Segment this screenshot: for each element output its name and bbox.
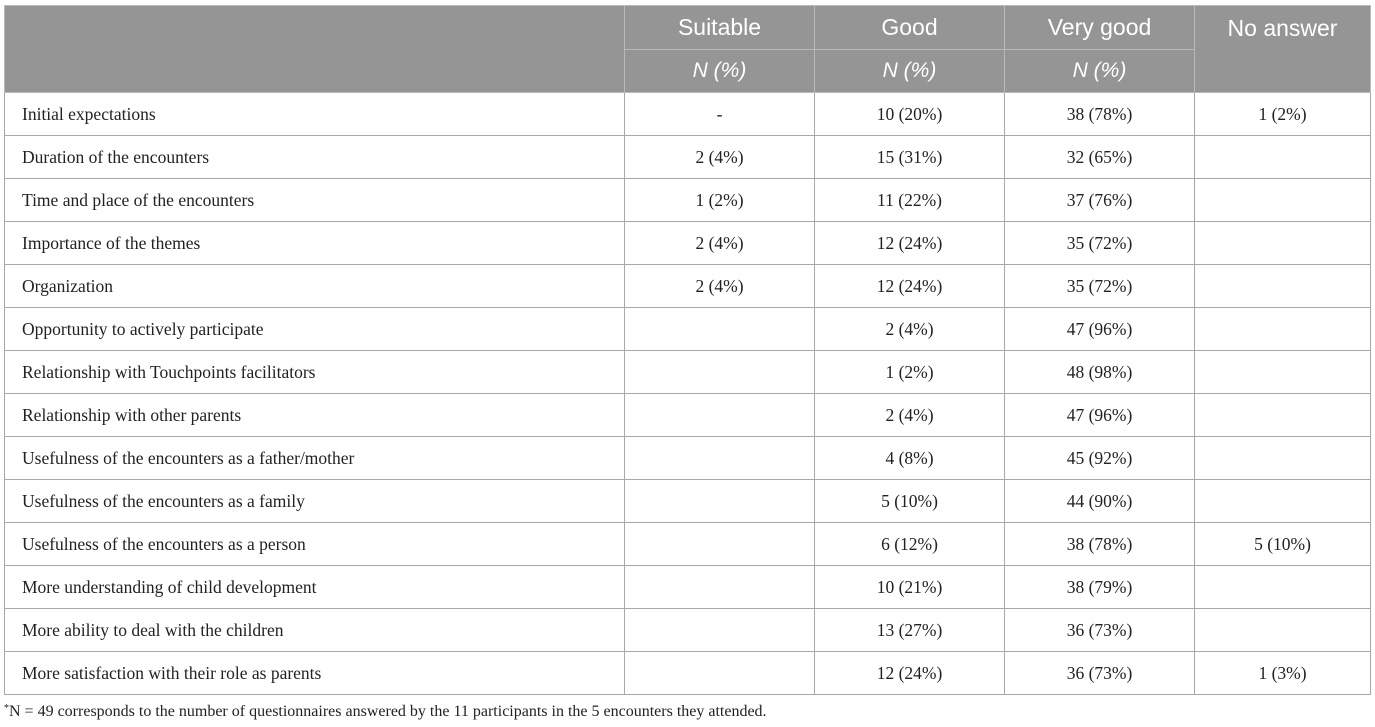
cell-good: 4 (8%) [815, 437, 1005, 480]
table-header [5, 6, 1371, 93]
cell-suitable: 2 (4%) [625, 222, 815, 265]
table-row [5, 609, 1371, 652]
cell-good: 12 (24%) [815, 652, 1005, 695]
footnote-marker: * [4, 703, 9, 714]
table-row [5, 523, 1371, 566]
cell-very-good: 32 (65%) [1005, 136, 1195, 179]
table-body [5, 93, 1371, 695]
cell-no-answer [1195, 222, 1371, 265]
cell-no-answer [1195, 265, 1371, 308]
cell-very-good: 45 (92%) [1005, 437, 1195, 480]
cell-good: 5 (10%) [815, 480, 1005, 523]
row-label: Initial expectations [5, 93, 625, 136]
row-label: Duration of the encounters [5, 136, 625, 179]
row-label: Time and place of the encounters [5, 179, 625, 222]
cell-good: 12 (24%) [815, 222, 1005, 265]
cell-suitable [625, 437, 815, 480]
row-label: Usefulness of the encounters as a family [5, 480, 625, 523]
cell-suitable: 1 (2%) [625, 179, 815, 222]
cell-suitable [625, 480, 815, 523]
cell-suitable [625, 609, 815, 652]
cell-suitable [625, 523, 815, 566]
cell-no-answer [1195, 136, 1371, 179]
cell-good: 15 (31%) [815, 136, 1005, 179]
header-good-unit: N (%) [815, 50, 1005, 93]
table-row [5, 480, 1371, 523]
header-very-good: Very good [1005, 6, 1195, 50]
cell-very-good: 47 (96%) [1005, 308, 1195, 351]
table-row [5, 652, 1371, 695]
cell-no-answer: 5 (10%) [1195, 523, 1371, 566]
cell-good: 6 (12%) [815, 523, 1005, 566]
cell-suitable: 2 (4%) [625, 265, 815, 308]
cell-suitable [625, 652, 815, 695]
cell-very-good: 38 (79%) [1005, 566, 1195, 609]
table-footnote [4, 703, 767, 721]
header-suitable: Suitable [625, 6, 815, 50]
cell-no-answer [1195, 609, 1371, 652]
cell-very-good: 48 (98%) [1005, 351, 1195, 394]
cell-suitable [625, 308, 815, 351]
cell-good: 12 (24%) [815, 265, 1005, 308]
cell-good: 1 (2%) [815, 351, 1005, 394]
header-very-good-unit: N (%) [1005, 50, 1195, 93]
cell-very-good: 35 (72%) [1005, 265, 1195, 308]
cell-very-good: 35 (72%) [1005, 222, 1195, 265]
header-blank-cell [5, 6, 625, 93]
row-label: More satisfaction with their role as parents [5, 652, 625, 695]
table-row [5, 566, 1371, 609]
table-row [5, 179, 1371, 222]
row-label: Usefulness of the encounters as a father/mother [5, 437, 625, 480]
table-row [5, 265, 1371, 308]
cell-very-good: 38 (78%) [1005, 93, 1195, 136]
cell-very-good: 47 (96%) [1005, 394, 1195, 437]
cell-no-answer [1195, 566, 1371, 609]
row-label: More understanding of child development [5, 566, 625, 609]
row-label: Usefulness of the encounters as a person [5, 523, 625, 566]
header-good: Good [815, 6, 1005, 50]
evaluation-table [4, 5, 1371, 695]
cell-good: 10 (20%) [815, 93, 1005, 136]
row-label: Organization [5, 265, 625, 308]
table-row [5, 93, 1371, 136]
header-suitable-unit: N (%) [625, 50, 815, 93]
cell-very-good: 36 (73%) [1005, 652, 1195, 695]
cell-very-good: 37 (76%) [1005, 179, 1195, 222]
evaluation-table-container [4, 5, 1370, 695]
cell-suitable [625, 394, 815, 437]
row-label: More ability to deal with the children [5, 609, 625, 652]
cell-no-answer: 1 (2%) [1195, 93, 1371, 136]
cell-no-answer: 1 (3%) [1195, 652, 1371, 695]
cell-good: 2 (4%) [815, 394, 1005, 437]
cell-very-good: 36 (73%) [1005, 609, 1195, 652]
row-label: Opportunity to actively participate [5, 308, 625, 351]
table-row [5, 351, 1371, 394]
row-label: Relationship with other parents [5, 394, 625, 437]
footnote-text: N = 49 corresponds to the number of questionnaires answered by the 11 participants in the 5 encounters they attended. [9, 703, 767, 720]
cell-no-answer [1195, 351, 1371, 394]
cell-good: 2 (4%) [815, 308, 1005, 351]
cell-suitable: - [625, 93, 815, 136]
cell-suitable [625, 566, 815, 609]
header-no-answer: No answer [1195, 6, 1371, 93]
table-row [5, 308, 1371, 351]
table-row [5, 437, 1371, 480]
cell-no-answer [1195, 179, 1371, 222]
cell-no-answer [1195, 480, 1371, 523]
table-row [5, 394, 1371, 437]
row-label: Importance of the themes [5, 222, 625, 265]
cell-suitable: 2 (4%) [625, 136, 815, 179]
cell-no-answer [1195, 308, 1371, 351]
table-row [5, 222, 1371, 265]
cell-good: 13 (27%) [815, 609, 1005, 652]
cell-good: 11 (22%) [815, 179, 1005, 222]
cell-suitable [625, 351, 815, 394]
cell-very-good: 44 (90%) [1005, 480, 1195, 523]
row-label: Relationship with Touchpoints facilitators [5, 351, 625, 394]
table-row [5, 136, 1371, 179]
cell-no-answer [1195, 437, 1371, 480]
cell-good: 10 (21%) [815, 566, 1005, 609]
cell-very-good: 38 (78%) [1005, 523, 1195, 566]
cell-no-answer [1195, 394, 1371, 437]
